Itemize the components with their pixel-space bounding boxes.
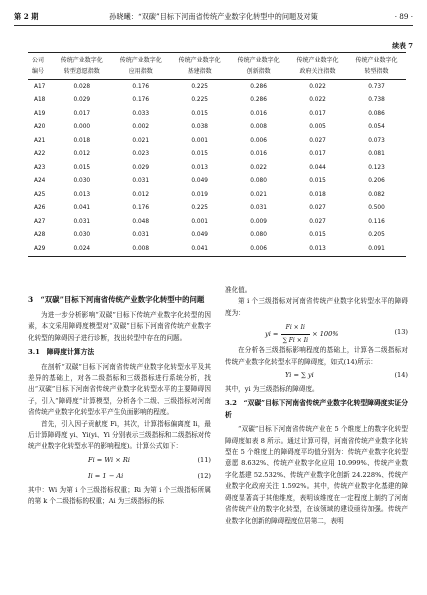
paragraph: “双碳”目标下河南省传统产业在 5 个维度上的数字化转型障碍度如表 8 所示。通过计算可得，河南省传统产业数字化转型在 5 个维度上的障碍度平均值分别为：传统产业数字化转型意愿 8.632%、传统产业数字化应用 10.999%、传统产业数字化基建 52.532%、传统产业数字化创新 24.228%、传统产业数字化政府关注 1.592%。其中，传统产业数字化基建的障碍度显著高于其他维度，表明该维度在一定程度上制约了河南省传统产业的数字化转型，在该领域的建设亟待加强。传统产业数字化创新的障碍程度位居第二，表明 bbox=[225, 425, 408, 525]
section-heading: 3 “双碳”目标下河南省传统产业数字化转型中的问题 bbox=[28, 295, 205, 304]
index-value-cell: 0.016 bbox=[250, 151, 267, 158]
index-value-cell: 0.737 bbox=[368, 83, 385, 90]
company-id-cell: A25 bbox=[34, 191, 46, 198]
company-id-cell: A19 bbox=[34, 110, 46, 117]
index-value-cell: 0.044 bbox=[309, 164, 326, 171]
index-value-cell: 0.031 bbox=[132, 178, 150, 185]
equation-body: Fi = Wi × Ri bbox=[88, 455, 130, 464]
index-value-cell: 0.000 bbox=[73, 124, 91, 131]
index-value-cell: 0.015 bbox=[191, 151, 208, 158]
index-value-cell: 0.041 bbox=[73, 205, 91, 212]
index-value-cell: 0.031 bbox=[132, 232, 150, 239]
index-value-cell: 0.073 bbox=[368, 137, 385, 144]
equation-13 bbox=[225, 319, 408, 345]
index-value-cell: 0.205 bbox=[368, 232, 385, 239]
index-value-cell: 0.091 bbox=[347, 242, 406, 256]
column-header: 传统产业数字化 基建指数 bbox=[170, 53, 229, 80]
index-value-cell: 0.005 bbox=[309, 124, 326, 131]
running-title: 孙晓曦：“双碳”目标下河南省传统产业数字化转型中的问题及对策 bbox=[109, 12, 318, 21]
index-value-cell: 0.015 bbox=[309, 178, 326, 185]
table-row bbox=[28, 188, 406, 202]
index-value-cell: 0.001 bbox=[191, 218, 208, 225]
index-value-cell: 0.021 bbox=[250, 191, 267, 198]
index-value-cell: 0.286 bbox=[250, 97, 267, 104]
index-value-cell: 0.013 bbox=[288, 242, 347, 256]
index-value-cell: 0.013 bbox=[191, 164, 208, 171]
equation-lhs: yi = bbox=[265, 330, 279, 339]
index-value-cell: 0.027 bbox=[309, 137, 326, 144]
page-number: · 89 · bbox=[394, 12, 413, 21]
table-row bbox=[28, 121, 406, 135]
index-value-cell: 0.030 bbox=[73, 178, 91, 185]
table-row bbox=[28, 202, 406, 216]
index-value-cell: 0.009 bbox=[250, 218, 267, 225]
index-value-cell: 0.015 bbox=[73, 164, 91, 171]
index-value-cell: 0.017 bbox=[73, 110, 91, 117]
index-value-cell: 0.123 bbox=[368, 164, 385, 171]
index-value-cell: 0.028 bbox=[73, 83, 91, 90]
index-value-cell: 0.027 bbox=[309, 205, 326, 212]
index-value-cell: 0.080 bbox=[250, 178, 267, 185]
index-value-cell: 0.017 bbox=[309, 151, 326, 158]
index-value-cell: 0.006 bbox=[229, 242, 288, 256]
index-value-cell: 0.013 bbox=[73, 191, 91, 198]
index-value-cell: 0.031 bbox=[73, 218, 91, 225]
index-value-cell: 0.012 bbox=[73, 151, 91, 158]
equation-tail: × 100% bbox=[312, 330, 339, 339]
paragraph: 准化值。 bbox=[225, 286, 252, 294]
index-value-cell: 0.049 bbox=[191, 178, 208, 185]
paragraph: 其中：Wi 为第 i 个三级指标权重；Ri 为第 i 个三级指标所属的第 k 个二级指标的权重；Ai 为三级指标的标 bbox=[28, 485, 211, 506]
running-header bbox=[14, 10, 413, 24]
index-value-cell: 0.176 bbox=[132, 97, 150, 104]
paragraph: 首先，引入因子贡献度 Fi，其次，计算指标偏离度 Ii，最后计算障碍度 yi、Yi(yi、Yi 分别表示三级指标和二级指标对传统产业数字化转型水平的影响程度)。计算公式如下： bbox=[28, 419, 211, 451]
company-id-cell: A27 bbox=[34, 218, 46, 225]
index-value-cell: 0.008 bbox=[111, 242, 170, 256]
index-value-cell: 0.017 bbox=[309, 110, 326, 117]
index-table bbox=[28, 52, 406, 257]
index-value-cell: 0.225 bbox=[191, 83, 208, 90]
paragraph: 在剖析“双碳”目标下河南省传统产业数字化转型水平及其差异的基础上，对各二级指标和三级指标进行系统分析，找出“双碳”目标下河南省传统产业数字化转型水平的主要障碍因子，引入“障碍度”计算模型，分析各个二级、三级指标对河南省传统产业数字化转型水平产生负面影响的程度。 bbox=[28, 362, 211, 417]
index-value-cell: 0.086 bbox=[368, 110, 385, 117]
table-row bbox=[28, 229, 406, 243]
fraction bbox=[281, 322, 310, 346]
paragraph: 为进一步分析影响“双碳”目标下传统产业数字化转型的因素，本文采用障碍度模型对“双碳”目标下河南省传统产业数字化转型的障碍因子进行诊断，找出转型中存在的问题。 bbox=[28, 311, 211, 342]
index-value-cell: 0.033 bbox=[132, 110, 150, 117]
index-value-cell: 0.029 bbox=[132, 164, 150, 171]
table-row bbox=[28, 107, 406, 121]
index-value-cell: 0.176 bbox=[132, 205, 150, 212]
equation-number: (13) bbox=[394, 328, 408, 337]
index-value-cell: 0.021 bbox=[132, 137, 150, 144]
index-value-cell: 0.225 bbox=[191, 97, 208, 104]
header-rule bbox=[14, 25, 413, 26]
column-header: 公司 编号 bbox=[28, 53, 52, 80]
index-value-cell: 0.019 bbox=[191, 191, 208, 198]
index-value-cell: 0.054 bbox=[368, 124, 385, 131]
column-header: 传统产业数字化 政府关注指数 bbox=[288, 53, 347, 80]
index-value-cell: 0.015 bbox=[309, 232, 326, 239]
table-row bbox=[28, 80, 406, 94]
index-value-cell: 0.022 bbox=[309, 97, 326, 104]
equation-11 bbox=[28, 453, 211, 469]
equation-body: Ii = 1 − Ai bbox=[88, 471, 124, 480]
index-value-cell: 0.008 bbox=[250, 124, 267, 131]
company-id-cell: A18 bbox=[34, 97, 46, 104]
index-value-cell: 0.022 bbox=[309, 83, 326, 90]
index-value-cell: 0.001 bbox=[191, 137, 208, 144]
equation-14 bbox=[225, 368, 408, 384]
issue-number: 第 2 期 bbox=[14, 12, 39, 21]
index-value-cell: 0.002 bbox=[132, 124, 150, 131]
company-id-cell: A29 bbox=[28, 242, 52, 256]
index-value-cell: 0.018 bbox=[73, 137, 91, 144]
index-value-cell: 0.081 bbox=[368, 151, 385, 158]
equation-number: (12) bbox=[197, 471, 211, 480]
table-row bbox=[28, 215, 406, 229]
fraction-denominator: ∑ Fi × Ii bbox=[282, 336, 308, 344]
column-header: 传统产业数字化 应用指数 bbox=[111, 53, 170, 80]
paragraph: 在分析各三级指标影响程度的基础上，计算各二级指标对传统产业数字化转型水平的障碍度，如式(14)所示： bbox=[225, 346, 408, 366]
index-value-cell: 0.015 bbox=[191, 110, 208, 117]
company-id-cell: A21 bbox=[34, 137, 46, 144]
index-value-cell: 0.049 bbox=[191, 232, 208, 239]
left-column bbox=[28, 294, 211, 508]
index-value-cell: 0.080 bbox=[250, 232, 267, 239]
company-id-cell: A20 bbox=[34, 124, 46, 131]
index-value-cell: 0.082 bbox=[368, 191, 385, 198]
index-value-cell: 0.286 bbox=[250, 83, 267, 90]
index-value-cell: 0.738 bbox=[368, 97, 385, 104]
index-value-cell: 0.500 bbox=[368, 205, 385, 212]
equation-body bbox=[265, 322, 339, 346]
index-value-cell: 0.176 bbox=[132, 83, 150, 90]
index-value-cell: 0.038 bbox=[191, 124, 208, 131]
index-value-cell: 0.048 bbox=[132, 218, 150, 225]
index-value-cell: 0.116 bbox=[368, 218, 385, 225]
paragraph: 其中，yi 为三级指标的障碍度。 bbox=[225, 385, 319, 394]
company-id-cell: A23 bbox=[34, 164, 46, 171]
equation-12 bbox=[28, 469, 211, 485]
index-value-cell: 0.022 bbox=[250, 164, 267, 171]
index-value-cell: 0.018 bbox=[309, 191, 326, 198]
company-id-cell: A24 bbox=[34, 178, 46, 185]
column-header: 传统产业数字化 创新指数 bbox=[229, 53, 288, 80]
company-id-cell: A28 bbox=[34, 232, 46, 239]
table-continued-label: 续表 7 bbox=[392, 42, 413, 50]
index-value-cell: 0.016 bbox=[250, 110, 267, 117]
index-value-cell: 0.225 bbox=[191, 205, 208, 212]
table-row bbox=[28, 161, 406, 175]
fraction-numerator: Fi × Ii bbox=[281, 322, 310, 334]
index-value-cell: 0.031 bbox=[250, 205, 267, 212]
table-row bbox=[28, 175, 406, 189]
index-value-cell: 0.206 bbox=[368, 178, 385, 185]
equation-body: Yi = ∑ yi bbox=[285, 371, 314, 380]
column-header: 传统产业数字化 转型意愿指数 bbox=[52, 53, 111, 80]
company-id-cell: A17 bbox=[34, 83, 46, 90]
index-value-cell: 0.023 bbox=[132, 151, 150, 158]
index-value-cell: 0.029 bbox=[73, 97, 91, 104]
equation-number: (11) bbox=[197, 455, 211, 464]
equation-number: (14) bbox=[394, 371, 408, 380]
index-value-cell: 0.006 bbox=[250, 137, 267, 144]
paragraph: 第 i 个三级指标对河南省传统产业数字化转型水平的障碍度为： bbox=[225, 297, 408, 317]
table-row bbox=[28, 94, 406, 108]
right-column bbox=[225, 285, 408, 527]
subsection-heading: 3.2 “双碳”目标下河南省传统产业数字化转型障碍度实证分析 bbox=[225, 399, 408, 419]
index-value-cell: 0.012 bbox=[132, 191, 150, 198]
table-row bbox=[28, 134, 406, 148]
table-header-row bbox=[28, 53, 406, 80]
column-header: 传统产业数字化 转型指数 bbox=[347, 53, 406, 80]
table-row bbox=[28, 242, 406, 256]
index-value-cell: 0.041 bbox=[170, 242, 229, 256]
index-value-cell: 0.024 bbox=[52, 242, 111, 256]
company-id-cell: A26 bbox=[34, 205, 46, 212]
table-row bbox=[28, 148, 406, 162]
index-value-cell: 0.030 bbox=[73, 232, 91, 239]
company-id-cell: A22 bbox=[34, 151, 46, 158]
index-value-cell: 0.027 bbox=[309, 218, 326, 225]
subsection-heading: 3.1 障碍度计算方法 bbox=[28, 348, 95, 357]
